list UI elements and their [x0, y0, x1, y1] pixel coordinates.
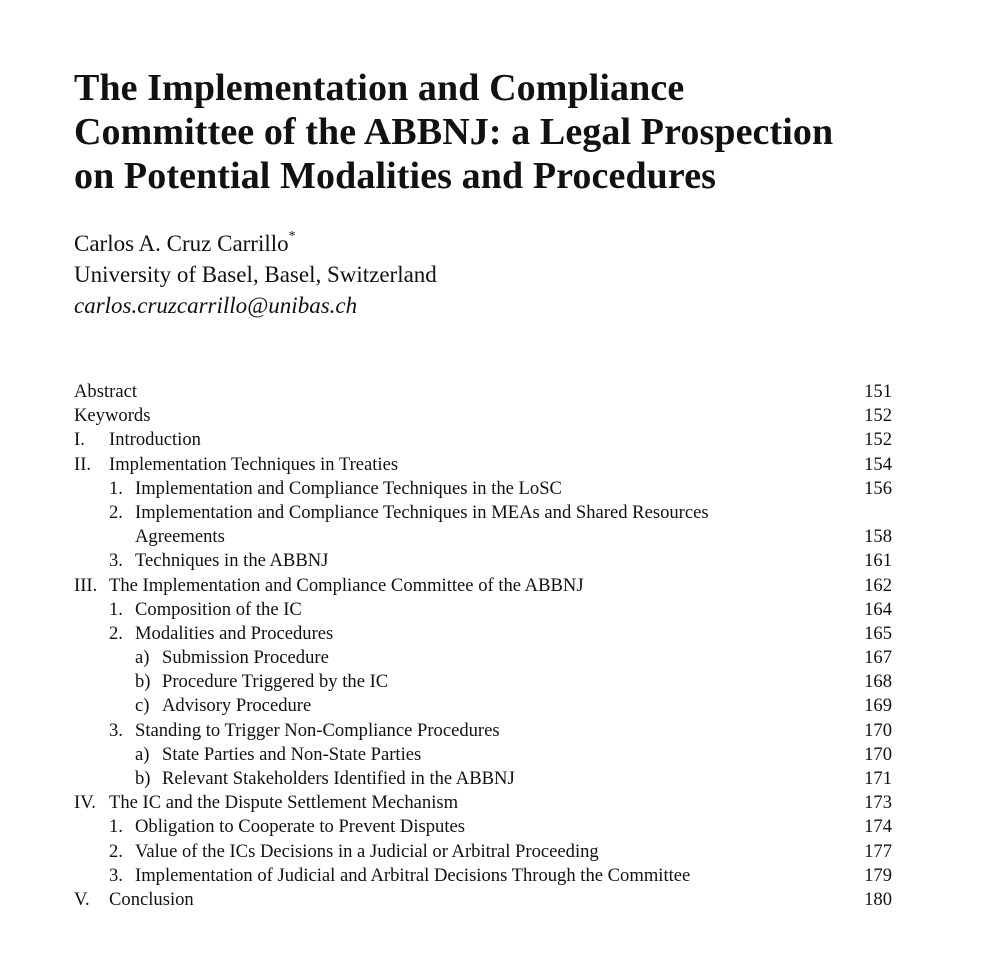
footnote-mark: *	[288, 229, 296, 245]
toc-entry-label: Implementation and Compliance Techniques in MEAs and Shared Resources	[135, 501, 709, 523]
toc-entry-number: a)	[135, 647, 150, 669]
toc-entry-page: 156	[864, 477, 892, 499]
toc-entry-label: Standing to Trigger Non-Compliance Procedures	[135, 719, 500, 741]
toc-entry-label: Relevant Stakeholders Identified in the ABBNJ	[162, 768, 515, 789]
toc-entry-number: b)	[135, 768, 151, 789]
toc-entry-number: 1.	[109, 816, 123, 838]
toc-entry-page: 152	[864, 405, 892, 427]
toc-entry-section-v[interactable]	[74, 888, 892, 912]
toc-entry-page: 170	[864, 719, 892, 741]
toc-entry-page: 164	[864, 598, 892, 620]
toc-entry-page: 173	[864, 792, 892, 814]
toc-entry-number: 1.	[109, 477, 123, 499]
toc-entry-page: 170	[864, 743, 892, 765]
toc-entry-label: Modalities and Procedures	[135, 622, 334, 644]
toc-entry-label: The Implementation and Compliance Committee of the ABBNJ	[109, 574, 584, 596]
author-name: Carlos A. Cruz Carrillo	[74, 231, 289, 256]
toc-entry-number: 1.	[109, 598, 123, 620]
toc-entry-ii-2-continued[interactable]	[74, 525, 892, 549]
toc-entry-label: Composition of the IC	[135, 598, 302, 620]
toc-entry-number: c)	[135, 695, 150, 717]
toc-entry-iv-3[interactable]	[74, 864, 892, 888]
toc-entry-label: Introduction	[109, 429, 201, 451]
title-line: Committee of the ABBNJ: a Legal Prospection	[74, 111, 834, 153]
toc-entry-label: State Parties and Non-State Parties	[162, 743, 422, 765]
toc-entry-number: II.	[74, 453, 92, 475]
toc-entry-section-ii[interactable]	[74, 453, 892, 477]
author-block	[74, 228, 437, 321]
title-line: on Potential Modalities and Procedures	[74, 155, 717, 197]
toc-entry-iii-3-a[interactable]	[74, 743, 892, 767]
toc-entry-number: 3.	[109, 864, 123, 886]
toc-entry-label: Abstract	[74, 381, 137, 402]
author-affiliation: University of Basel, Basel, Switzerland	[74, 262, 437, 287]
toc-entry-number: V.	[74, 888, 90, 910]
toc-entry-iii-2-a[interactable]	[74, 646, 892, 670]
toc-entry-iii-2-b[interactable]	[74, 670, 892, 694]
author-email[interactable]: carlos.cruzcarrillo@unibas.ch	[74, 293, 358, 318]
toc-entry-label: Advisory Procedure	[162, 695, 312, 717]
toc-entry-iii-3[interactable]	[74, 719, 892, 743]
table-of-contents	[74, 380, 892, 912]
toc-entry-iii-3-b[interactable]	[74, 767, 892, 791]
toc-entry-label: Implementation and Compliance Techniques in the LoSC	[135, 477, 562, 499]
toc-entry-label: Keywords	[74, 405, 151, 427]
toc-entry-label: Submission Procedure	[162, 647, 329, 669]
toc-entry-section-i[interactable]	[74, 428, 892, 452]
toc-entry-label: Procedure Triggered by the IC	[162, 671, 389, 693]
toc-entry-page: 180	[864, 888, 892, 910]
toc-entry-page: 167	[864, 647, 892, 669]
toc-entry-page: 158	[864, 526, 892, 548]
toc-entry-number: 2.	[109, 501, 123, 523]
toc-entry-iii-2[interactable]	[74, 622, 892, 646]
toc-entry-iv-1[interactable]	[74, 815, 892, 839]
toc-entry-page: 161	[864, 550, 892, 572]
paper-title	[74, 66, 954, 198]
toc-entry-label: Implementation of Judicial and Arbitral Decisions Through the Committee	[135, 864, 691, 886]
toc-entry-number: 2.	[109, 622, 123, 644]
toc-entry-number: 2.	[109, 840, 123, 862]
toc-entry-iii-1[interactable]	[74, 598, 892, 622]
toc-entry-keywords[interactable]	[74, 404, 892, 428]
toc-entry-page: 168	[864, 671, 892, 693]
toc-entry-page: 169	[864, 695, 892, 717]
toc-entry-section-iii[interactable]	[74, 574, 892, 598]
toc-entry-number: III.	[74, 574, 98, 596]
toc-entry-page: 177	[864, 840, 892, 862]
toc-entry-abstract[interactable]	[74, 380, 892, 404]
toc-entry-page: 165	[864, 622, 892, 644]
toc-entry-section-iv[interactable]	[74, 791, 892, 815]
toc-entry-page: 174	[864, 816, 892, 838]
toc-entry-label: Value of the ICs Decisions in a Judicial or Arbitral Proceeding	[135, 840, 599, 862]
author-line	[74, 228, 437, 259]
toc-entry-number: 3.	[109, 550, 123, 572]
toc-entry-label: Obligation to Cooperate to Prevent Disputes	[135, 816, 465, 838]
toc-entry-label: Techniques in the ABBNJ	[135, 550, 329, 572]
toc-entry-number: IV.	[74, 792, 96, 814]
toc-entry-ii-3[interactable]	[74, 549, 892, 573]
toc-entry-label-continued: Agreements	[135, 526, 225, 548]
toc-entry-page: 171	[864, 768, 892, 789]
toc-entry-number: I.	[74, 429, 85, 451]
title-line: The Implementation and Compliance	[74, 67, 685, 109]
toc-entry-ii-1[interactable]	[74, 477, 892, 501]
toc-entry-ii-2[interactable]	[74, 501, 892, 525]
toc-entry-page: 152	[864, 429, 892, 451]
toc-entry-label: The IC and the Dispute Settlement Mechanism	[109, 792, 459, 814]
toc-entry-page: 151	[864, 381, 892, 402]
toc-entry-label: Implementation Techniques in Treaties	[109, 453, 399, 475]
toc-entry-iv-2[interactable]	[74, 840, 892, 864]
toc-entry-page: 179	[864, 864, 892, 886]
toc-entry-page: 154	[864, 453, 892, 475]
toc-entry-label: Conclusion	[109, 888, 194, 910]
toc-entry-iii-2-c[interactable]	[74, 694, 892, 718]
toc-entry-number: 3.	[109, 719, 123, 741]
toc-entry-number: b)	[135, 671, 151, 693]
toc-entry-number: a)	[135, 743, 150, 765]
toc-entry-page: 162	[864, 574, 892, 596]
